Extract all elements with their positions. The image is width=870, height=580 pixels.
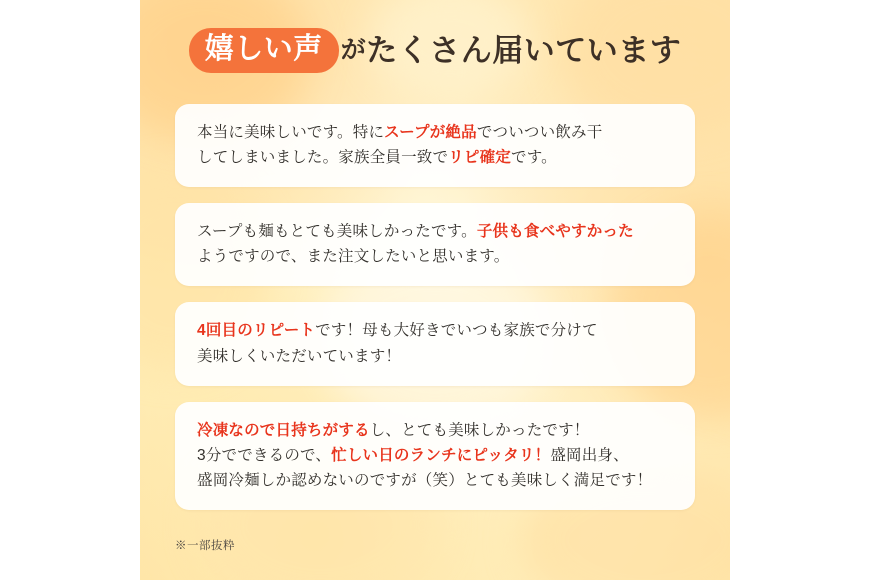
- review-highlight: スープが絶品: [384, 124, 477, 141]
- review-line: [197, 120, 673, 145]
- review-text: です。: [511, 149, 557, 167]
- headline-pill: 嬉しい声: [189, 28, 339, 73]
- review-text: 盛岡冷麺しか認めないのですが（笑）とても美味しく満足です！: [197, 471, 653, 489]
- review-line: [197, 145, 673, 170]
- page-title: [140, 28, 730, 73]
- headline-tail: 届いています: [492, 33, 682, 68]
- review-line: [197, 418, 673, 443]
- review-list: [175, 104, 695, 526]
- review-card: [175, 203, 695, 286]
- review-text: でついつい飲み干: [476, 124, 603, 141]
- review-card: [175, 302, 695, 385]
- review-highlight: 忙しい日のランチにピッタリ！: [331, 446, 551, 464]
- review-line: [197, 244, 673, 269]
- review-line: [197, 219, 673, 244]
- review-card: [175, 402, 695, 510]
- review-line: [197, 468, 673, 493]
- review-text: 3分でできるので、: [197, 446, 332, 464]
- review-highlight: 子供も食べやすかった: [476, 223, 634, 241]
- review-text: 本当に美味しいです。特に: [197, 124, 385, 141]
- review-card: [175, 104, 695, 187]
- headline-mid: たくさん: [366, 33, 493, 68]
- review-text: スープも麺もとても美味しかったです。: [197, 223, 477, 241]
- review-highlight: リピ確定: [448, 149, 512, 167]
- review-text: し、とても美味しかったです！: [369, 421, 590, 439]
- review-text: してしまいました。家族全員一致で: [197, 149, 449, 167]
- review-highlight: 4回目のリピート: [197, 322, 316, 340]
- headline: [189, 28, 682, 73]
- review-line: [197, 318, 673, 343]
- review-highlight: 冷凍なので日持ちがする: [197, 421, 370, 439]
- review-text: 盛岡出身、: [550, 446, 629, 464]
- review-line: [197, 443, 673, 468]
- review-text: ようですので、また注文したいと思います。: [197, 248, 510, 266]
- headline-particle: が: [340, 36, 367, 64]
- review-text: 美味しくいただいています！: [197, 347, 402, 365]
- footnote: ※一部抜粋: [175, 540, 235, 552]
- watercolor-background: [140, 0, 730, 580]
- review-text: です！母も大好きでいつも家族で分けて: [315, 322, 598, 340]
- review-line: [197, 344, 673, 369]
